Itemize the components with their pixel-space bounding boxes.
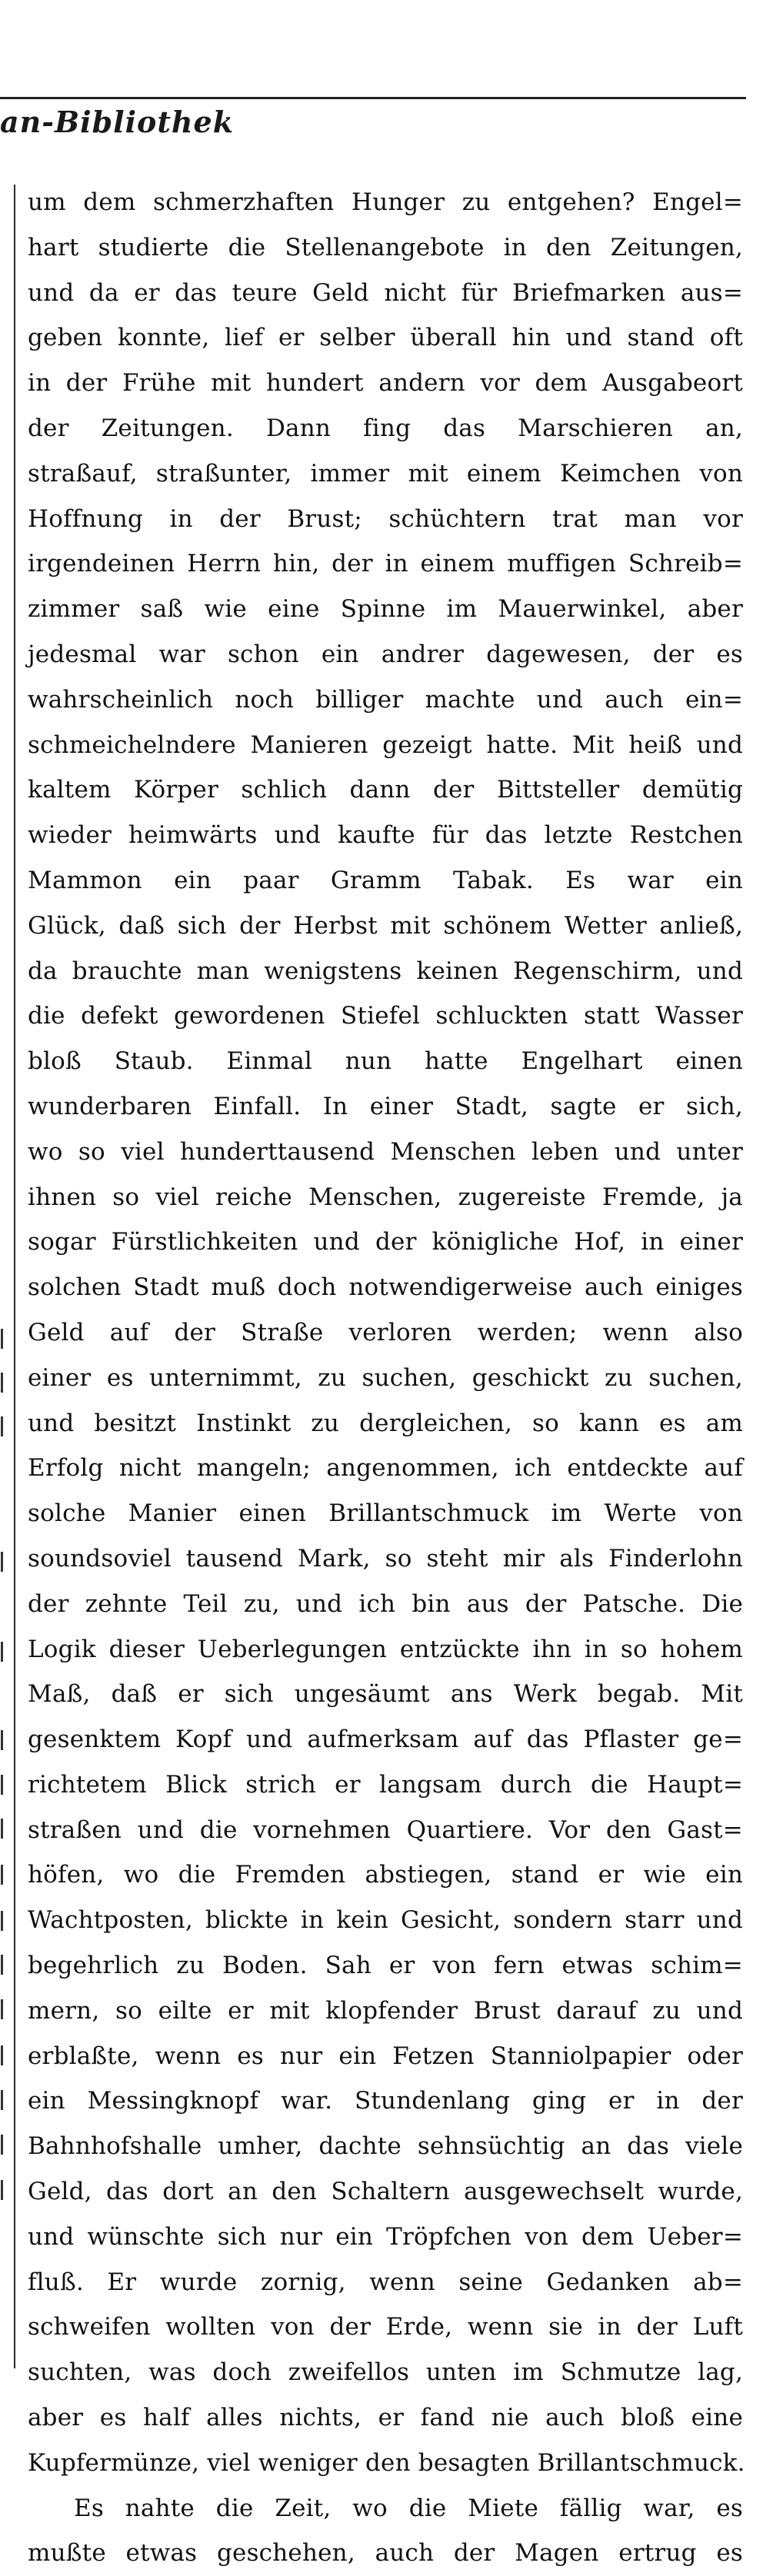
text-line: aber es half alles nichts, er fand nie auch bloß eine [28, 2404, 743, 2432]
text-line: soundsoviel tausend Mark, so steht mir als Finderlohn [28, 1544, 743, 1573]
text-line: um dem schmerzhaften Hunger zu entgehen? Engel= [28, 188, 743, 216]
margin-mark [1, 1955, 9, 1975]
text-line: Kupfermünze, viel weniger den besagten Brillantschmuck. [28, 2448, 745, 2477]
margin-mark [1, 1911, 9, 1931]
column-divider [14, 185, 15, 2368]
text-line: Maß, daß er sich ungesäumt ans Werk begab. Mit [28, 1680, 743, 1709]
text-line: straßauf, straßunter, immer mit einem Keimchen von [28, 459, 743, 488]
text-line: da brauchte man wenigstens keinen Regenschirm, und [28, 957, 743, 985]
margin-mark [1, 1329, 9, 1349]
text-line: und besitzt Instinkt zu dergleichen, so kann es am [28, 1409, 743, 1437]
margin-mark [1, 2135, 9, 2155]
margin-mark [1, 1999, 9, 2019]
text-line: und da er das teure Geld nicht für Briefmarken aus= [28, 278, 743, 307]
margin-mark [1, 2180, 9, 2200]
margin-mark [1, 1373, 9, 1393]
margin-mark [1, 1642, 9, 1662]
margin-mark [1, 1416, 9, 1436]
margin-mark [1, 1775, 9, 1795]
text-line: Logik dieser Ueberlegungen entzückte ihn in so hohem [28, 1635, 743, 1663]
text-line: schmeichelndere Manieren gezeigt hatte. Mit heiß und [28, 731, 743, 759]
text-line: richtetem Blick strich er langsam durch die Haupt= [28, 1770, 743, 1799]
text-line: einer es unternimmt, zu suchen, geschickt zu suchen, [28, 1363, 743, 1392]
left-margin-marks [0, 0, 12, 2390]
header-rule [0, 97, 746, 99]
text-line: Mammon ein paar Gramm Tabak. Es war ein [28, 866, 743, 894]
text-line: irgendeinen Herrn hin, der in einem muffigen Schreib= [28, 550, 743, 578]
text-line: suchten, was doch zweifellos unten im Schmutze lag, [28, 2358, 743, 2387]
text-line: wieder heimwärts und kaufte für das letzte Restchen [28, 821, 743, 850]
margin-mark [1, 2045, 9, 2065]
text-line: Wachtposten, blickte in kein Gesicht, sondern starr und [28, 1906, 743, 1935]
text-line: ein Messingknopf war. Stundenlang ging er in der [28, 2087, 743, 2115]
body-text-column [28, 180, 743, 2576]
text-line: ihnen so viel reiche Menschen, zugereiste Fremde, ja [28, 1183, 743, 1211]
margin-mark [1, 1730, 9, 1750]
text-line: wo so viel hunderttausend Menschen leben und unter [28, 1137, 743, 1166]
text-line: und wünschte sich nur ein Tröpfchen von dem Ueber= [28, 2222, 743, 2251]
text-line: wunderbaren Einfall. In einer Stadt, sagte er sich, [28, 1092, 743, 1120]
margin-mark [1, 1552, 9, 1572]
text-line: mern, so eilte er mit klopfender Brust darauf zu und [28, 1996, 743, 2025]
text-line: solchen Stadt muß doch notwendigerweise auch einiges [28, 1273, 743, 1302]
text-line: hart studierte die Stellenangebote in den Zeitungen, [28, 233, 743, 261]
text-line: Es nahte die Zeit, wo die Miete fällig war, es [74, 2494, 743, 2522]
text-line: in der Frühe mit hundert andern vor dem Ausgabeort [28, 369, 743, 398]
text-line: schweifen wollten von der Erde, wenn sie in der Luft [28, 2313, 743, 2341]
text-line: jedesmal war schon ein andrer dagewesen, der es [28, 640, 743, 668]
text-line: fluß. Er wurde zornig, wenn seine Gedanken ab= [28, 2268, 743, 2296]
margin-mark [1, 1865, 9, 1885]
text-line: geben konnte, lief er selber überall hin und stand oft [28, 324, 743, 352]
text-line: straßen und die vornehmen Quartiere. Vor den Gast= [28, 1816, 743, 1844]
text-line: höfen, wo die Fremden abstiegen, stand er wie ein [28, 1861, 743, 1889]
text-line: wahrscheinlich noch billiger machte und auch ein= [28, 685, 743, 714]
text-line: der zehnte Teil zu, und ich bin aus der Patsche. Die [28, 1589, 743, 1618]
text-line: begehrlich zu Boden. Sah er von fern etwas schim= [28, 1952, 743, 1980]
margin-mark [1, 1819, 9, 1839]
text-line: Hoffnung in der Brust; schüchtern trat man vor [28, 504, 743, 533]
text-line: mußte etwas geschehen, auch der Magen ertrug es [28, 2539, 743, 2568]
text-line: erblaßte, wenn es nur ein Fetzen Stanniolpapier oder [28, 2042, 743, 2070]
text-line: sogar Fürstlichkeiten und der königliche Hof, in einer [28, 1228, 743, 1256]
text-line: der Zeitungen. Dann fing das Marschieren an, [28, 414, 743, 442]
text-line: gesenktem Kopf und aufmerksam auf das Pflaster ge= [28, 1726, 743, 1754]
text-line: kaltem Körper schlich dann der Bittsteller demütig [28, 776, 743, 804]
text-line: solche Manier einen Brillantschmuck im Werte von [28, 1499, 743, 1528]
text-line: Geld auf der Straße verloren werden; wenn also [28, 1318, 743, 1346]
margin-mark [1, 2090, 9, 2110]
text-line: Erfolg nicht mangeln; angenommen, ich entdeckte auf [28, 1454, 743, 1483]
text-line: Geld, das dort an den Schaltern ausgewechselt wurde, [28, 2178, 743, 2206]
text-line: Glück, daß sich der Herbst mit schönem Wetter anließ, [28, 911, 743, 940]
running-title: an-Bibliothek [0, 105, 235, 139]
text-line: zimmer saß wie eine Spinne im Mauerwinkel, aber [28, 595, 743, 624]
text-line: die defekt gewordenen Stiefel schluckten statt Wasser [28, 1002, 743, 1030]
text-line: bloß Staub. Einmal nun hatte Engelhart einen [28, 1047, 743, 1076]
text-line: Bahnhofshalle umher, dachte sehnsüchtig an das viele [28, 2132, 743, 2161]
